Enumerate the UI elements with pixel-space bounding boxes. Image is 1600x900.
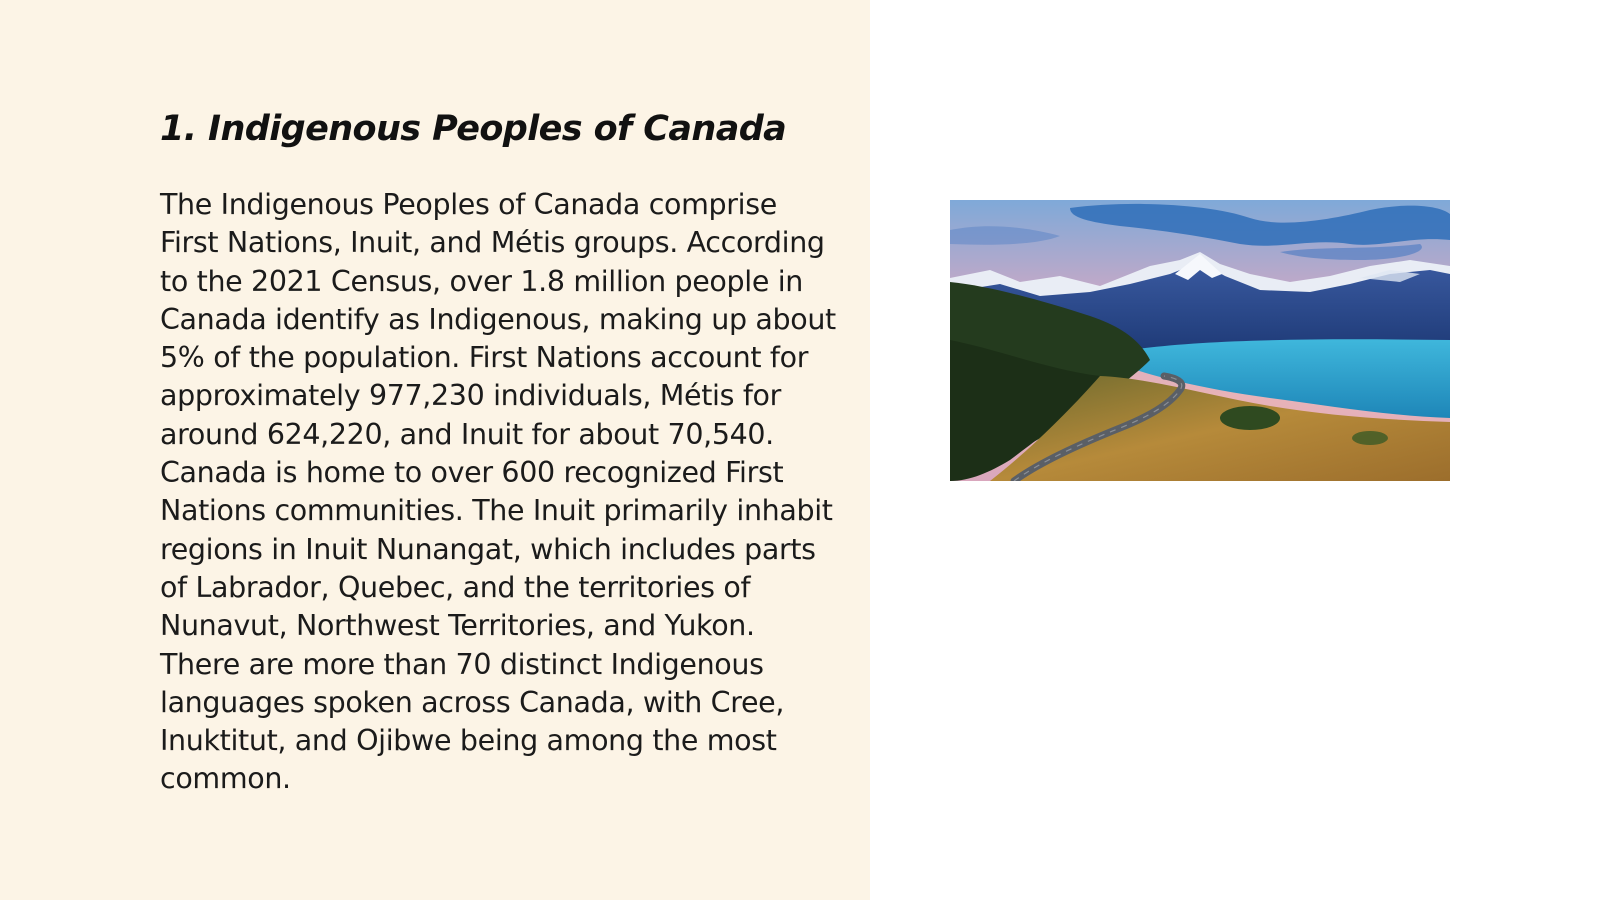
landscape-photo	[950, 200, 1450, 481]
slide-title: 1. Indigenous Peoples of Canada	[160, 109, 787, 149]
slide-body-text: The Indigenous Peoples of Canada comprise First Nations, Inuit, and Métis groups. According to the 2021 Census, over 1.8 million people in Canada identify as Indigenous, making up about 5% of the population. First Nations account for approximately 977,230 individuals, Métis for around 624,220, and Inuit for about 70,540. Canada is home to over 600 recognized First Nations communities. The Inuit primarily inhabit regions in Inuit Nunangat, which includes parts of Labrador, Quebec, and the territories of Nunavut, Northwest Territories, and Yukon. There are more than 70 distinct Indigenous languages spoken across Canada, with Cree, Inuktitut, and Ojibwe being among the most common.	[160, 188, 836, 796]
landscape-illustration	[950, 200, 1450, 481]
